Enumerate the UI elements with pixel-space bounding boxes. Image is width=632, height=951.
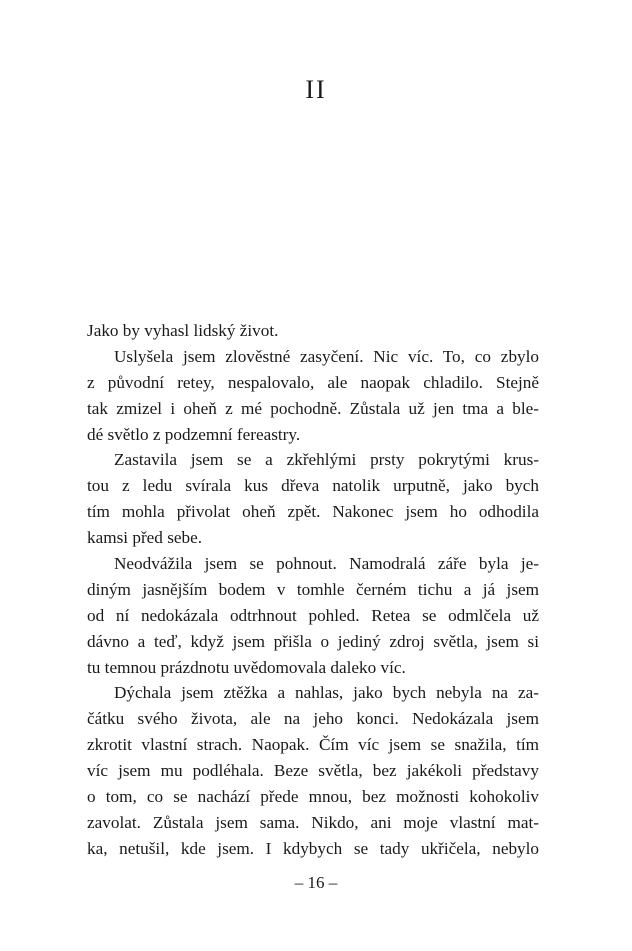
text-line: tu temnou prázdnotu uvědomovala daleko víc.	[87, 657, 406, 677]
paragraph	[87, 551, 539, 680]
text-line: zkrotit vlastní strach. Naopak. Čím víc jsem se snažila, tím	[87, 735, 539, 755]
text-line: tak zmizel i oheň z mé pochodně. Zůstala už jen tma a ble-	[87, 398, 539, 418]
page-number: – 16 –	[294, 873, 338, 892]
text-line: tím mohla přivolat oheň zpět. Nakonec jsem ho odhodila	[87, 502, 539, 522]
paragraph	[87, 318, 539, 344]
text-line: z původní retey, nespalovalo, ale naopak chladilo. Stejně	[87, 372, 539, 392]
text-line: Zastavila jsem se a zkřehlými prsty pokrytými krus-	[114, 450, 539, 470]
text-line: Neodvážila jsem se pohnout. Namodralá záře byla je-	[114, 554, 539, 574]
text-line: dávno a teď, když jsem přišla o jediný zdroj světla, jsem si	[87, 631, 539, 651]
text-line: Dýchala jsem ztěžka a nahlas, jako bych nebyla na za-	[114, 683, 539, 703]
text-line: Uslyšela jsem zlověstné zasyčení. Nic víc. To, co zbylo	[114, 346, 539, 366]
text-line: dé světlo z podzemní fereastry.	[87, 424, 301, 444]
text-line: diným jasnějším bodem v tomhle černém tichu a já jsem	[87, 579, 539, 599]
text-line: Jako by vyhasl lidský život.	[87, 321, 279, 340]
chapter-heading: II	[305, 75, 327, 104]
paragraph	[87, 344, 539, 448]
paragraph	[87, 680, 539, 861]
text-line: od ní nedokázala odtrhnout pohled. Retea se odmlčela už	[87, 605, 539, 625]
body-text	[87, 318, 539, 862]
paragraph	[87, 447, 539, 551]
text-line: o tom, co se nachází přede mnou, bez možnosti kohokoliv	[87, 787, 539, 807]
text-line: víc jsem mu podléhala. Beze světla, bez jakékoli představy	[87, 761, 539, 781]
text-line: tou z ledu svírala kus dřeva natolik urputně, jako bych	[87, 476, 539, 496]
text-line: zavolat. Zůstala jsem sama. Nikdo, ani moje vlastní mat-	[87, 812, 539, 832]
text-line: čátku svého života, ale na jeho konci. Nedokázala jsem	[87, 709, 539, 729]
text-line: kamsi před sebe.	[87, 528, 203, 548]
text-line: ka, netušil, kde jsem. I kdybych se tady ukřičela, nebylo	[87, 838, 539, 858]
